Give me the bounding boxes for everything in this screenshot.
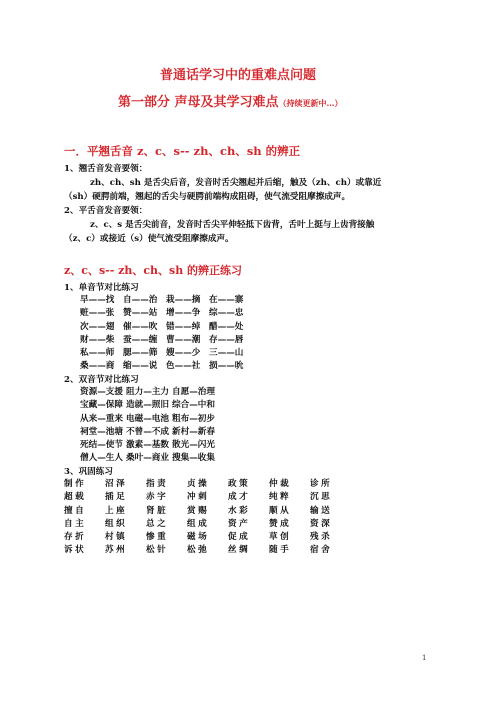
section1-heading: 一．平翘舌音 z、c、s-- zh、ch、sh 的辨正 [64, 144, 301, 158]
word-cell: 贞操 [187, 479, 210, 489]
word-cell: 顺从 [269, 505, 292, 516]
word-pair-cell: 桑叶—商业 [126, 453, 169, 464]
word-cell: 宿舍 [310, 545, 333, 556]
word-cell: 组成 [187, 518, 210, 529]
word-pair-cell: 不曾—不成 [126, 426, 169, 437]
section2-heading: z、c、s-- zh、ch、sh 的辨正练习 [64, 264, 243, 277]
pair-cell: 在——寨 [209, 295, 244, 305]
pair-cell: 错——绰 [166, 321, 201, 332]
part1-row [80, 294, 252, 307]
word-cell: 总之 [146, 518, 169, 529]
pair-cell: 早——找 [80, 295, 115, 305]
item2-label: 2、平舌音发音要领： [64, 206, 148, 216]
pair-cell: 栽——摘 [166, 295, 201, 305]
pair-cell: 曹——潮 [166, 334, 201, 345]
word-cell: 赏赐 [187, 505, 210, 516]
part3-row [64, 491, 351, 504]
part2-row [80, 452, 218, 465]
word-cell: 仲裁 [269, 479, 292, 489]
item2-text-line2: （z、c）或接近（s）使气流受阻摩擦成声。 [64, 234, 234, 244]
page-number: 1 [422, 654, 427, 662]
part2-row [80, 399, 218, 412]
pair-cell: 次——翅 [80, 321, 115, 332]
word-cell: 资深 [310, 518, 333, 529]
part1-row [80, 334, 252, 347]
pair-cell: 缩——说 [123, 361, 158, 372]
word-cell: 存折 [64, 532, 87, 543]
part1-row [80, 321, 252, 334]
word-cell: 纯粹 [269, 492, 292, 503]
word-cell: 松针 [146, 545, 169, 556]
part2-row [80, 413, 218, 426]
word-cell: 村镇 [105, 532, 128, 543]
word-cell: 组织 [105, 518, 128, 529]
word-pair-cell: 粗布—初步 [172, 413, 215, 424]
word-pair-cell: 自愿—治理 [172, 387, 215, 397]
word-cell: 肾脏 [146, 505, 169, 516]
word-pair-cell: 阻力—主力 [126, 387, 169, 397]
word-cell: 水彩 [228, 505, 251, 516]
document-title: 普通话学习中的重难点问题 [160, 68, 317, 83]
word-pair-cell: 搜集—收集 [172, 453, 215, 464]
pair-cell: 增——争 [166, 308, 201, 319]
word-cell: 政策 [228, 479, 251, 489]
word-cell: 惨重 [146, 532, 169, 543]
word-cell: 资产 [228, 518, 251, 529]
word-cell: 丝绸 [228, 545, 251, 556]
subtitle-text: 第一部分 声母及其学习难点 [118, 95, 279, 110]
item1-text-line1: zh、ch、sh 是舌尖后音，发音时舌尖翘起并后缩，触及（zh、ch）或靠近 [90, 178, 382, 188]
word-pair-cell: 激素—基数 [126, 440, 169, 451]
word-cell: 指责 [146, 479, 169, 489]
subtitle-note: （持续更新中…） [278, 98, 343, 108]
part2-row [80, 386, 218, 399]
word-cell: 插足 [105, 492, 128, 503]
pair-cell: 损——吮 [209, 361, 244, 372]
word-cell: 诊所 [310, 479, 333, 489]
part1-row [80, 307, 252, 320]
part1-table [80, 294, 252, 374]
word-cell: 苏州 [105, 545, 128, 556]
part3-row [64, 518, 351, 531]
part2-row [80, 439, 218, 452]
word-cell: 成才 [228, 492, 251, 503]
word-cell: 制作 [64, 479, 87, 489]
pair-cell: 综——忠 [209, 308, 244, 319]
item1-text-line2: （sh）硬腭前端，翘起的舌尖与硬腭前端构成阻碍，使气流受阻摩擦成声。 [64, 192, 351, 202]
pair-cell: 腮——筛 [123, 348, 158, 359]
pair-cell: 色——社 [166, 361, 201, 372]
pair-cell: 醋——处 [209, 321, 244, 332]
part1-row [80, 347, 252, 360]
word-cell: 超载 [64, 492, 87, 503]
word-pair-cell: 电磁—电池 [126, 413, 169, 424]
pair-cell: 赃——张 [80, 308, 115, 319]
word-cell: 输送 [310, 505, 333, 516]
part2-label: 2、双音节对比练习 [64, 375, 139, 385]
word-pair-cell: 死结—使节 [80, 440, 123, 451]
word-cell: 沼泽 [105, 479, 128, 489]
word-cell: 自主 [64, 518, 87, 529]
item1-label: 1、翘舌音发音要领： [64, 164, 148, 174]
part1-label: 1、单音节对比练习 [64, 283, 139, 293]
word-cell: 促成 [228, 532, 251, 543]
word-cell: 草创 [269, 532, 292, 543]
part1-row [80, 360, 252, 373]
part2-row [80, 426, 218, 439]
pair-cell: 催——吹 [123, 321, 158, 332]
part3-table [64, 478, 351, 558]
word-pair-cell: 资源—支援 [80, 387, 123, 397]
word-pair-cell: 散光—闪光 [172, 440, 215, 451]
word-cell: 磁场 [187, 532, 210, 543]
pair-cell: 三——山 [209, 348, 244, 359]
pair-cell: 桑——商 [80, 361, 115, 372]
part3-label: 3、巩固练习 [64, 467, 113, 477]
pair-cell: 赞——站 [123, 308, 158, 319]
word-cell: 赞成 [269, 518, 292, 529]
word-pair-cell: 新村—新春 [172, 426, 215, 437]
word-pair-cell: 宝藏—保障 [80, 400, 123, 411]
word-pair-cell: 祠堂—池塘 [80, 426, 123, 437]
word-pair-cell: 僧人—生人 [80, 453, 123, 464]
part3-row [64, 544, 351, 557]
part3-row [64, 531, 351, 544]
word-cell: 赤字 [146, 492, 169, 503]
word-cell: 冲刺 [187, 492, 210, 503]
part3-row [64, 505, 351, 518]
part3-row [64, 478, 351, 491]
pair-cell: 存——唇 [209, 334, 244, 345]
pair-cell: 蚕——缠 [123, 334, 158, 345]
word-cell: 残杀 [310, 532, 333, 543]
pair-cell: 嫂——少 [166, 348, 201, 359]
word-cell: 沉思 [310, 492, 333, 503]
pair-cell: 财——柴 [80, 334, 115, 345]
word-pair-cell: 造就—照旧 [126, 400, 169, 411]
word-cell: 上座 [105, 505, 128, 516]
word-pair-cell: 综合—中和 [172, 400, 215, 411]
pair-cell: 自——治 [123, 295, 158, 305]
word-pair-cell: 从来—重来 [80, 413, 123, 424]
word-cell: 随手 [269, 545, 292, 556]
item2-text-line1: z、c、s 是舌尖前音，发音时舌尖平伸轻抵下齿背，舌叶上挺与上齿背接触 [90, 220, 375, 230]
pair-cell: 私——师 [80, 348, 115, 359]
document-subtitle [118, 91, 343, 110]
word-cell: 松弛 [187, 545, 210, 556]
part2-table [80, 386, 218, 466]
word-cell: 擅自 [64, 505, 87, 516]
word-cell: 诉状 [64, 545, 87, 556]
